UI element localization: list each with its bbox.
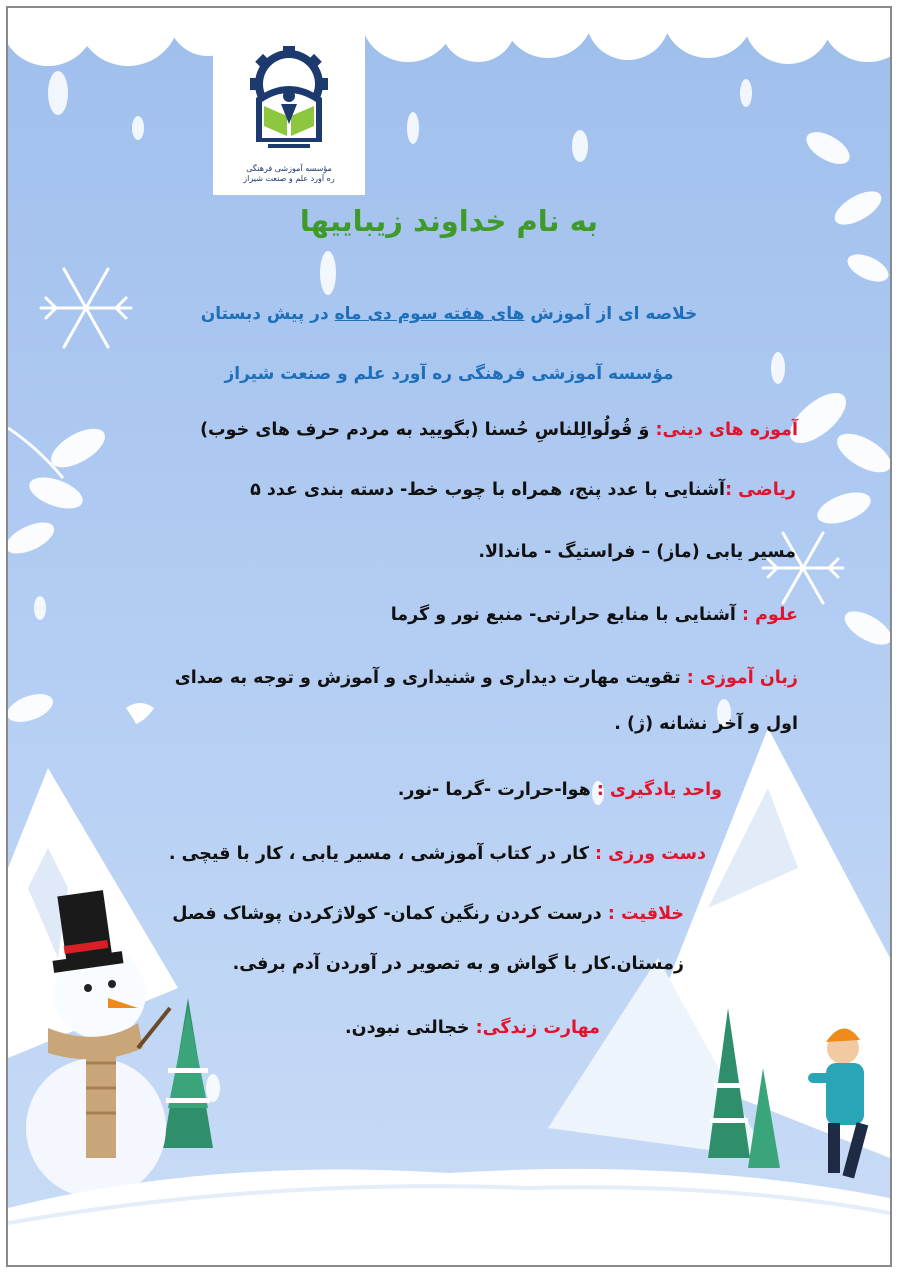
item-handcraft-label: دست ورزی :: [595, 844, 706, 864]
item-science-text: آشنایی با منابع حرارتی- منبع نور و گرما: [390, 605, 742, 625]
item-creativity-line-2: زمستان.کار با گواش و به تصویر در آوردن آدم برفی.: [232, 954, 684, 974]
item-math-label: ریاضی :: [725, 480, 796, 500]
item-lifeskill-label: مهارت زندگی:: [475, 1018, 600, 1038]
logo-line-2: ره آورد علم و صنعت شیراز: [243, 174, 335, 183]
subtitle-line-1: [8, 304, 890, 324]
logo-prefix: مؤسسه: [305, 164, 332, 173]
subtitle-part-c: در پیش دبستان: [200, 304, 335, 324]
logo-caption: [219, 164, 359, 184]
subtitle-part-b: های هفته سوم دی ماه: [334, 304, 525, 324]
item-math: [250, 480, 796, 500]
item-unit-text: هوا-حرارت -گرما -نور.: [397, 780, 597, 800]
item-handcraft-text: کار در کتاب آموزشی ، مسیر یابی ، کار با قیچی .: [168, 844, 596, 864]
logo-emblem-icon: [238, 46, 340, 158]
item-math-text: آشنایی با عدد پنج، همراه با چوب خط- دسته بندی عدد ۵: [250, 480, 726, 500]
item-religious-label: آموزه های دینی:: [655, 420, 798, 440]
item-science: [391, 605, 798, 625]
logo-line-1: آموزشی فرهنگی: [246, 164, 303, 173]
item-handcraft: [169, 844, 706, 864]
item-language-text: تقویت مهارت دیداری و شنیداری و آموزش و توجه به صدای: [174, 668, 687, 688]
item-religious-text: وَ قُولُوا‌لِلناسِ حُسنا (بگویید به مردم حرف های خوب): [200, 420, 656, 440]
item-lifeskill: [345, 1018, 600, 1038]
item-unit-label: واحد یادگیری :: [596, 780, 722, 800]
item-science-label: علوم :: [742, 605, 798, 625]
page-title: به نام خداوند زیباییها: [299, 204, 599, 238]
subtitle-part-a: خلاصه ای از آموزش: [530, 304, 698, 324]
institute-logo: [213, 20, 365, 195]
item-unit: [398, 780, 722, 800]
item-creativity-label: خلاقیت :: [607, 904, 684, 924]
poster-frame: [6, 6, 892, 1267]
item-creativity: [172, 904, 684, 924]
item-language-line-2: اول و آخر نشانه (ژ) .: [614, 714, 798, 734]
winter-background: [8, 8, 890, 1265]
item-creativity-text: درست کردن رنگین کمان- کولاژکردن پوشاک فصل: [172, 904, 608, 924]
item-religious: [200, 420, 798, 440]
item-math-line-2: مسیر یابی (ماز) – فراستیگ - ماندالا.: [478, 542, 796, 562]
item-language-label: زبان آموزی :: [686, 668, 798, 688]
item-lifeskill-text: خجالتی نبودن.: [344, 1018, 476, 1038]
item-language: [175, 668, 798, 688]
subtitle-line-2: مؤسسه آموزشی فرهنگی ره آورد علم و صنعت شیراز: [224, 364, 674, 384]
